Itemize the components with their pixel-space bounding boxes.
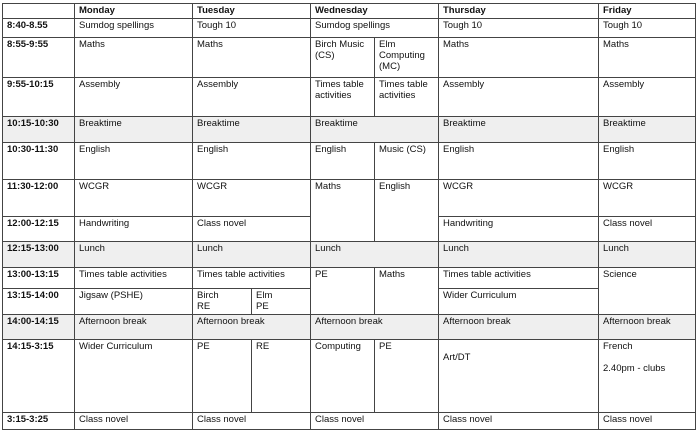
period-row [3, 413, 696, 430]
lesson-cell: Assembly [599, 78, 696, 117]
lesson-cell: English [599, 143, 696, 180]
time-cell: 13:00-13:15 [3, 268, 75, 289]
break-cell: Lunch [311, 242, 439, 268]
break-cell: Afternoon break [75, 315, 193, 340]
lesson-cell [599, 340, 696, 413]
time-cell: 13:15-14:00 [3, 289, 75, 315]
lesson-cell: Computing [311, 340, 375, 413]
class-name: Birch [197, 290, 219, 301]
lesson-cell: Assembly [193, 78, 311, 117]
lesson-cell: WCGR [193, 180, 311, 217]
lesson-cell: Times table activities [311, 78, 375, 117]
lesson-cell: Maths [375, 268, 439, 315]
lesson-cell: WCGR [599, 180, 696, 217]
period-row [3, 78, 696, 117]
lesson-cell: Birch Music (CS) [311, 38, 375, 78]
lesson-cell: English [75, 143, 193, 180]
period-row [3, 143, 696, 180]
day-header-friday: Friday [599, 4, 696, 19]
lesson-cell: Sumdog spellings [311, 19, 439, 38]
time-cell: 10:30-11:30 [3, 143, 75, 180]
break-row [3, 117, 696, 143]
time-cell: 10:15-10:30 [3, 117, 75, 143]
time-cell: 11:30-12:00 [3, 180, 75, 217]
lesson-cell: English [311, 143, 375, 180]
lesson-cell: Music (CS) [375, 143, 439, 180]
lesson-cell: Jigsaw (PSHE) [75, 289, 193, 315]
time-cell: 14:15-3:15 [3, 340, 75, 413]
lesson-cell: Wider Curriculum [75, 340, 193, 413]
lesson-cell: PE [193, 340, 252, 413]
period-row [3, 268, 696, 289]
period-row [3, 180, 696, 217]
break-cell: Lunch [75, 242, 193, 268]
corner-cell [3, 4, 75, 19]
day-header-wednesday: Wednesday [311, 4, 439, 19]
lesson-cell [439, 340, 599, 413]
lesson-cell: Tough 10 [193, 19, 311, 38]
break-cell: Lunch [599, 242, 696, 268]
lesson-cell: Class novel [311, 413, 439, 430]
class-lesson: PE [256, 301, 269, 312]
time-cell: 8:40-8.55 [3, 19, 75, 38]
period-row [3, 38, 696, 78]
class-name: Elm [256, 290, 273, 301]
break-cell: Breaktime [311, 117, 439, 143]
lesson-cell: Times table activities [439, 268, 599, 289]
break-cell: Breaktime [439, 117, 599, 143]
lesson-cell: Class novel [75, 413, 193, 430]
lesson-cell: Maths [75, 38, 193, 78]
time-cell: 14:00-14:15 [3, 315, 75, 340]
lesson-cell: Class novel [439, 413, 599, 430]
timetable [2, 3, 696, 430]
lunch-row [3, 242, 696, 268]
lesson-cell: WCGR [75, 180, 193, 217]
lesson-cell: Times table activities [193, 268, 311, 289]
time-cell: 8:55-9:55 [3, 38, 75, 78]
lesson-cell: Sumdog spellings [75, 19, 193, 38]
lesson-cell: Class novel [193, 413, 311, 430]
lesson-cell: Times table activities [375, 78, 439, 117]
lesson-cell: Assembly [75, 78, 193, 117]
lesson-text: Art/DT [443, 352, 471, 363]
lesson-cell: Times table activities [75, 268, 193, 289]
lesson-cell: Class novel [193, 217, 311, 242]
period-row [3, 19, 696, 38]
break-cell: Lunch [193, 242, 311, 268]
lesson-cell: English [439, 143, 599, 180]
break-cell: Breaktime [193, 117, 311, 143]
time-cell: 12:15-13:00 [3, 242, 75, 268]
time-cell: 12:00-12:15 [3, 217, 75, 242]
lesson-cell: Class novel [599, 413, 696, 430]
class-lesson: RE [197, 301, 211, 312]
lesson-cell: Tough 10 [439, 19, 599, 38]
day-header-monday: Monday [75, 4, 193, 19]
break-cell: Breaktime [599, 117, 696, 143]
lesson-cell: Maths [193, 38, 311, 78]
lesson-cell: Maths [439, 38, 599, 78]
lesson-cell: Wider Curriculum [439, 289, 599, 315]
lesson-cell: Elm Computing (MC) [375, 38, 439, 78]
lesson-cell: Handwriting [75, 217, 193, 242]
break-cell: Afternoon break [439, 315, 599, 340]
break-cell: Breaktime [75, 117, 193, 143]
break-cell: Afternoon break [311, 315, 439, 340]
lesson-cell-birch [193, 289, 252, 315]
lesson-cell: PE [375, 340, 439, 413]
lesson-cell: Class novel [599, 217, 696, 242]
lesson-cell: RE [252, 340, 311, 413]
day-header-tuesday: Tuesday [193, 4, 311, 19]
lesson-cell: English [193, 143, 311, 180]
day-header-thursday: Thursday [439, 4, 599, 19]
lesson-cell-elm [252, 289, 311, 315]
break-cell: Lunch [439, 242, 599, 268]
break-cell: Afternoon break [599, 315, 696, 340]
lesson-cell: English [375, 180, 439, 242]
period-row [3, 340, 696, 413]
lesson-cell: Handwriting [439, 217, 599, 242]
break-cell: Afternoon break [193, 315, 311, 340]
header-row [3, 4, 696, 19]
lesson-cell: WCGR [439, 180, 599, 217]
lesson-text: French [603, 341, 633, 352]
lesson-cell: Maths [599, 38, 696, 78]
lesson-cell: Assembly [439, 78, 599, 117]
clubs-note: 2.40pm - clubs [603, 363, 666, 374]
lesson-cell: PE [311, 268, 375, 315]
time-cell: 9:55-10:15 [3, 78, 75, 117]
time-cell: 3:15-3:25 [3, 413, 75, 430]
lesson-cell: Maths [311, 180, 375, 242]
break-row [3, 315, 696, 340]
lesson-cell: Tough 10 [599, 19, 696, 38]
lesson-cell: Science [599, 268, 696, 315]
